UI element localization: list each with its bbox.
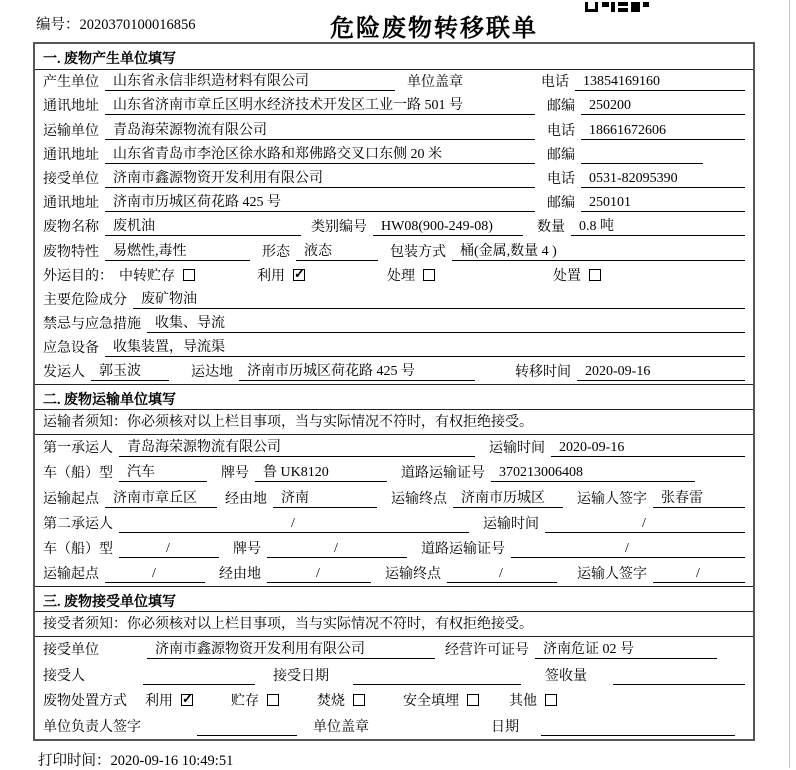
- disposal-option-label: 贮存: [231, 694, 259, 710]
- end1-value: 济南市历城区: [453, 487, 563, 508]
- purpose-option-label: 处理: [387, 268, 415, 284]
- checkbox-icon: [423, 269, 435, 281]
- taboo-row: [35, 312, 753, 336]
- checkbox-icon: [589, 269, 601, 281]
- carrier2-value: /: [119, 516, 469, 533]
- page-right-edge: [789, 0, 790, 768]
- addr2-label: 通讯地址: [43, 147, 99, 163]
- qr-code-fragment-icon: [585, 0, 655, 18]
- disposal-option-storage: [231, 690, 279, 710]
- origin2-value: /: [105, 566, 205, 583]
- transport-time1-value: 2020-09-16: [551, 440, 745, 457]
- disposal-option-landfill: [403, 690, 479, 710]
- purpose-option-treat: [387, 265, 435, 285]
- via2-value: /: [267, 566, 371, 583]
- accept-unit-label: 接受单位: [43, 643, 99, 659]
- disposal-option-other: [509, 690, 557, 710]
- road-permit2-value: /: [511, 541, 745, 558]
- vehicle1-row: [35, 460, 753, 485]
- addr2-value: 山东省青岛市李沧区徐水路和郑佛路交叉口东侧 20 米: [105, 143, 535, 164]
- hazard-value: 废矿物油: [133, 288, 745, 309]
- waste-name-value: 废机油: [105, 215, 301, 236]
- disposal-option-label: 焚烧: [317, 694, 345, 710]
- transport-time2-label: 运输时间: [483, 516, 539, 532]
- transfer-form-table: [33, 42, 755, 741]
- vehicle2-label: 车（船）型: [43, 542, 113, 558]
- sign1-label: 运输人签字: [577, 491, 647, 507]
- zip1-value: 250200: [581, 98, 745, 115]
- checkbox-checked-icon: [181, 694, 193, 706]
- purpose-option-label: 处置: [553, 268, 581, 284]
- transporter-notice-text: 你必须核对以上栏目事项，当与实际情况不符时，有权拒绝接受。: [127, 414, 533, 430]
- consignor-label: 发运人: [43, 365, 85, 381]
- manager-sign-row: [35, 713, 753, 739]
- route1-row: [35, 485, 753, 510]
- hazard-label: 主要危险成分: [43, 292, 127, 308]
- disposal-option-incinerate: [317, 690, 365, 710]
- purpose-option-utilize: [257, 265, 305, 285]
- waste-character-row: [35, 239, 753, 263]
- signed-qty-value: [613, 668, 745, 685]
- equipment-value: 收集装置，导流渠: [105, 336, 745, 357]
- disposal-option-label: 利用: [145, 694, 173, 710]
- purpose-option-label: 中转贮存: [119, 268, 175, 284]
- road-permit1-label: 道路运输证号: [401, 466, 485, 482]
- purpose-option-dispose: [553, 265, 601, 285]
- acceptor-notice-text: 你必须核对以上栏目事项，当与实际情况不符时，有权拒绝接受。: [127, 616, 533, 632]
- end2-value: /: [447, 566, 557, 583]
- producer-value: 山东省永信非织造材料有限公司: [105, 70, 395, 91]
- disposal-option-utilize: [145, 690, 193, 710]
- category-label: 类别编号: [311, 220, 367, 236]
- carrier2-row: [35, 511, 753, 536]
- zip2-label: 邮编: [547, 147, 575, 163]
- date-label: 日期: [491, 719, 519, 735]
- transporter-address-row: [35, 143, 753, 167]
- checkbox-icon: [545, 694, 557, 706]
- waste-name-label: 废物名称: [43, 220, 99, 236]
- receiver-value: 济南市鑫源物资开发利用有限公司: [105, 167, 535, 188]
- doc-number: [36, 13, 196, 34]
- accept-unit-value: 济南市鑫源物资开发利用有限公司: [147, 638, 435, 659]
- transporter-label: 运输单位: [43, 123, 99, 139]
- purpose-option-label: 利用: [257, 268, 285, 284]
- purpose-row: [35, 264, 753, 288]
- sign1-value: 张春雷: [653, 487, 745, 508]
- vehicle2-value: /: [119, 541, 219, 558]
- addr3-label: 通讯地址: [43, 196, 99, 212]
- acceptor-value: [143, 668, 255, 685]
- doc-number-label: 编号：: [36, 17, 80, 33]
- addr1-value: 山东省济南市章丘区明水经济技术开发区工业一路 501 号: [105, 94, 535, 115]
- accept-date-value: [353, 668, 521, 685]
- receiver-row: [35, 167, 753, 191]
- section3-header: 三. 废物接受单位填写: [35, 586, 753, 612]
- accept-date-label: 接受日期: [273, 668, 329, 684]
- unit-seal2-label: 单位盖章: [313, 719, 369, 735]
- signed-qty-label: 签收量: [545, 668, 587, 684]
- phone1-value: 13854169160: [575, 74, 745, 91]
- checkbox-icon: [353, 694, 365, 706]
- disposal-row: [35, 688, 753, 714]
- equipment-row: [35, 336, 753, 360]
- transport-time1-label: 运输时间: [489, 440, 545, 456]
- print-time-label: 打印时间：: [38, 753, 111, 769]
- carrier1-row: [35, 435, 753, 460]
- waste-name-row: [35, 215, 753, 239]
- consignor-row: [35, 360, 753, 384]
- manager-sign-label: 单位负责人签字: [43, 719, 141, 735]
- carrier1-label: 第一承运人: [43, 440, 113, 456]
- checkbox-icon: [267, 694, 279, 706]
- taboo-value: 收集、导流: [147, 312, 745, 333]
- plate1-value: 鲁 UK8120: [255, 461, 387, 482]
- phone3-label: 电话: [547, 171, 575, 187]
- plate2-label: 牌号: [233, 542, 261, 558]
- origin1-label: 运输起点: [43, 491, 99, 507]
- plate1-label: 牌号: [221, 466, 249, 482]
- checkbox-checked-icon: [293, 269, 305, 281]
- date-value: [541, 719, 735, 736]
- character-value: 易燃性,毒性: [105, 240, 250, 261]
- transfer-date-label: 转移时间: [515, 365, 571, 381]
- checkbox-icon: [183, 269, 195, 281]
- phone2-value: 18661672606: [581, 123, 745, 140]
- consignor-value: 郭玉波: [91, 360, 169, 381]
- origin1-value: 济南市章丘区: [105, 487, 217, 508]
- form-label: 形态: [262, 244, 290, 260]
- disposal-option-label: 其他: [509, 694, 537, 710]
- road-permit2-label: 道路运输证号: [421, 542, 505, 558]
- via2-label: 经由地: [219, 567, 261, 583]
- qty-value: 0.8 吨: [571, 215, 745, 236]
- purpose-option-transfer-storage: [119, 265, 195, 285]
- addr3-value: 济南市历城区荷花路 425 号: [105, 191, 535, 212]
- origin2-label: 运输起点: [43, 567, 99, 583]
- print-time-value: 2020-09-16 10:49:51: [110, 753, 234, 769]
- purpose-label: 外运目的：: [43, 268, 113, 284]
- unit-seal-label: 单位盖章: [407, 75, 463, 91]
- transporter-notice-row: [35, 410, 753, 434]
- addr1-label: 通讯地址: [43, 99, 99, 115]
- via1-label: 经由地: [225, 491, 267, 507]
- disposal-option-label: 安全填埋: [403, 694, 459, 710]
- receiver-address-row: [35, 191, 753, 215]
- phone3-value: 0531-82095390: [581, 171, 745, 188]
- acceptor-notice-row: [35, 612, 753, 636]
- zip2-value: [581, 147, 703, 164]
- acceptor-row: [35, 662, 753, 688]
- carrier2-label: 第二承运人: [43, 516, 113, 532]
- license-value: 济南危证 02 号: [535, 638, 717, 659]
- zip3-label: 邮编: [547, 196, 575, 212]
- manager-sign-value: [197, 719, 297, 736]
- phone1-label: 电话: [541, 75, 569, 91]
- packing-value: 桶(金属,数量 4 ): [452, 240, 745, 261]
- producer-label: 产生单位: [43, 75, 99, 91]
- taboo-label: 禁忌与应急措施: [43, 317, 141, 333]
- phone2-label: 电话: [547, 123, 575, 139]
- producer-row: [35, 70, 753, 94]
- section1-header: 一. 废物产生单位填写: [35, 44, 753, 70]
- equipment-label: 应急设备: [43, 341, 99, 357]
- transporter-notice-label: 运输者须知：: [43, 414, 127, 430]
- end2-label: 运输终点: [385, 567, 441, 583]
- section2-header: 二. 废物运输单位填写: [35, 384, 753, 410]
- transporter-value: 青岛海荣源物流有限公司: [105, 119, 535, 140]
- transport-time2-value: /: [545, 516, 745, 533]
- vehicle1-label: 车（船）型: [43, 466, 113, 482]
- print-time: [38, 749, 233, 770]
- form-value: 液态: [296, 240, 378, 261]
- transfer-date-value: 2020-09-16: [577, 364, 745, 381]
- packing-label: 包装方式: [390, 244, 446, 260]
- carrier1-value: 青岛海荣源物流有限公司: [119, 436, 475, 457]
- sign2-label: 运输人签字: [577, 567, 647, 583]
- checkbox-icon: [467, 694, 479, 706]
- receiver-label: 接受单位: [43, 171, 99, 187]
- qty-label: 数量: [537, 220, 565, 236]
- vehicle1-value: 汽车: [119, 461, 207, 482]
- route2-row: [35, 561, 753, 586]
- transporter-row: [35, 118, 753, 142]
- destination-value: 济南市历城区荷花路 425 号: [239, 360, 475, 381]
- zip1-label: 邮编: [547, 99, 575, 115]
- hazard-row: [35, 288, 753, 312]
- sign2-value: /: [653, 566, 745, 583]
- destination-label: 运达地: [191, 365, 233, 381]
- vehicle2-row: [35, 536, 753, 561]
- end1-label: 运输终点: [391, 491, 447, 507]
- character-label: 废物特性: [43, 244, 99, 260]
- category-value: HW08(900-249-08): [373, 219, 523, 236]
- license-label: 经营许可证号: [445, 643, 529, 659]
- accept-unit-row: [35, 637, 753, 663]
- acceptor-label: 接受人: [43, 668, 85, 684]
- disposal-label: 废物处置方式: [43, 694, 127, 710]
- acceptor-notice-label: 接受者须知：: [43, 616, 127, 632]
- page-title: 危险废物转移联单: [330, 16, 538, 42]
- producer-address-row: [35, 94, 753, 118]
- via1-value: 济南: [273, 487, 377, 508]
- doc-number-value: 2020370100016856: [79, 17, 196, 33]
- plate2-value: /: [267, 541, 407, 558]
- road-permit1-value: 370213006408: [491, 465, 695, 482]
- zip3-value: 250101: [581, 195, 745, 212]
